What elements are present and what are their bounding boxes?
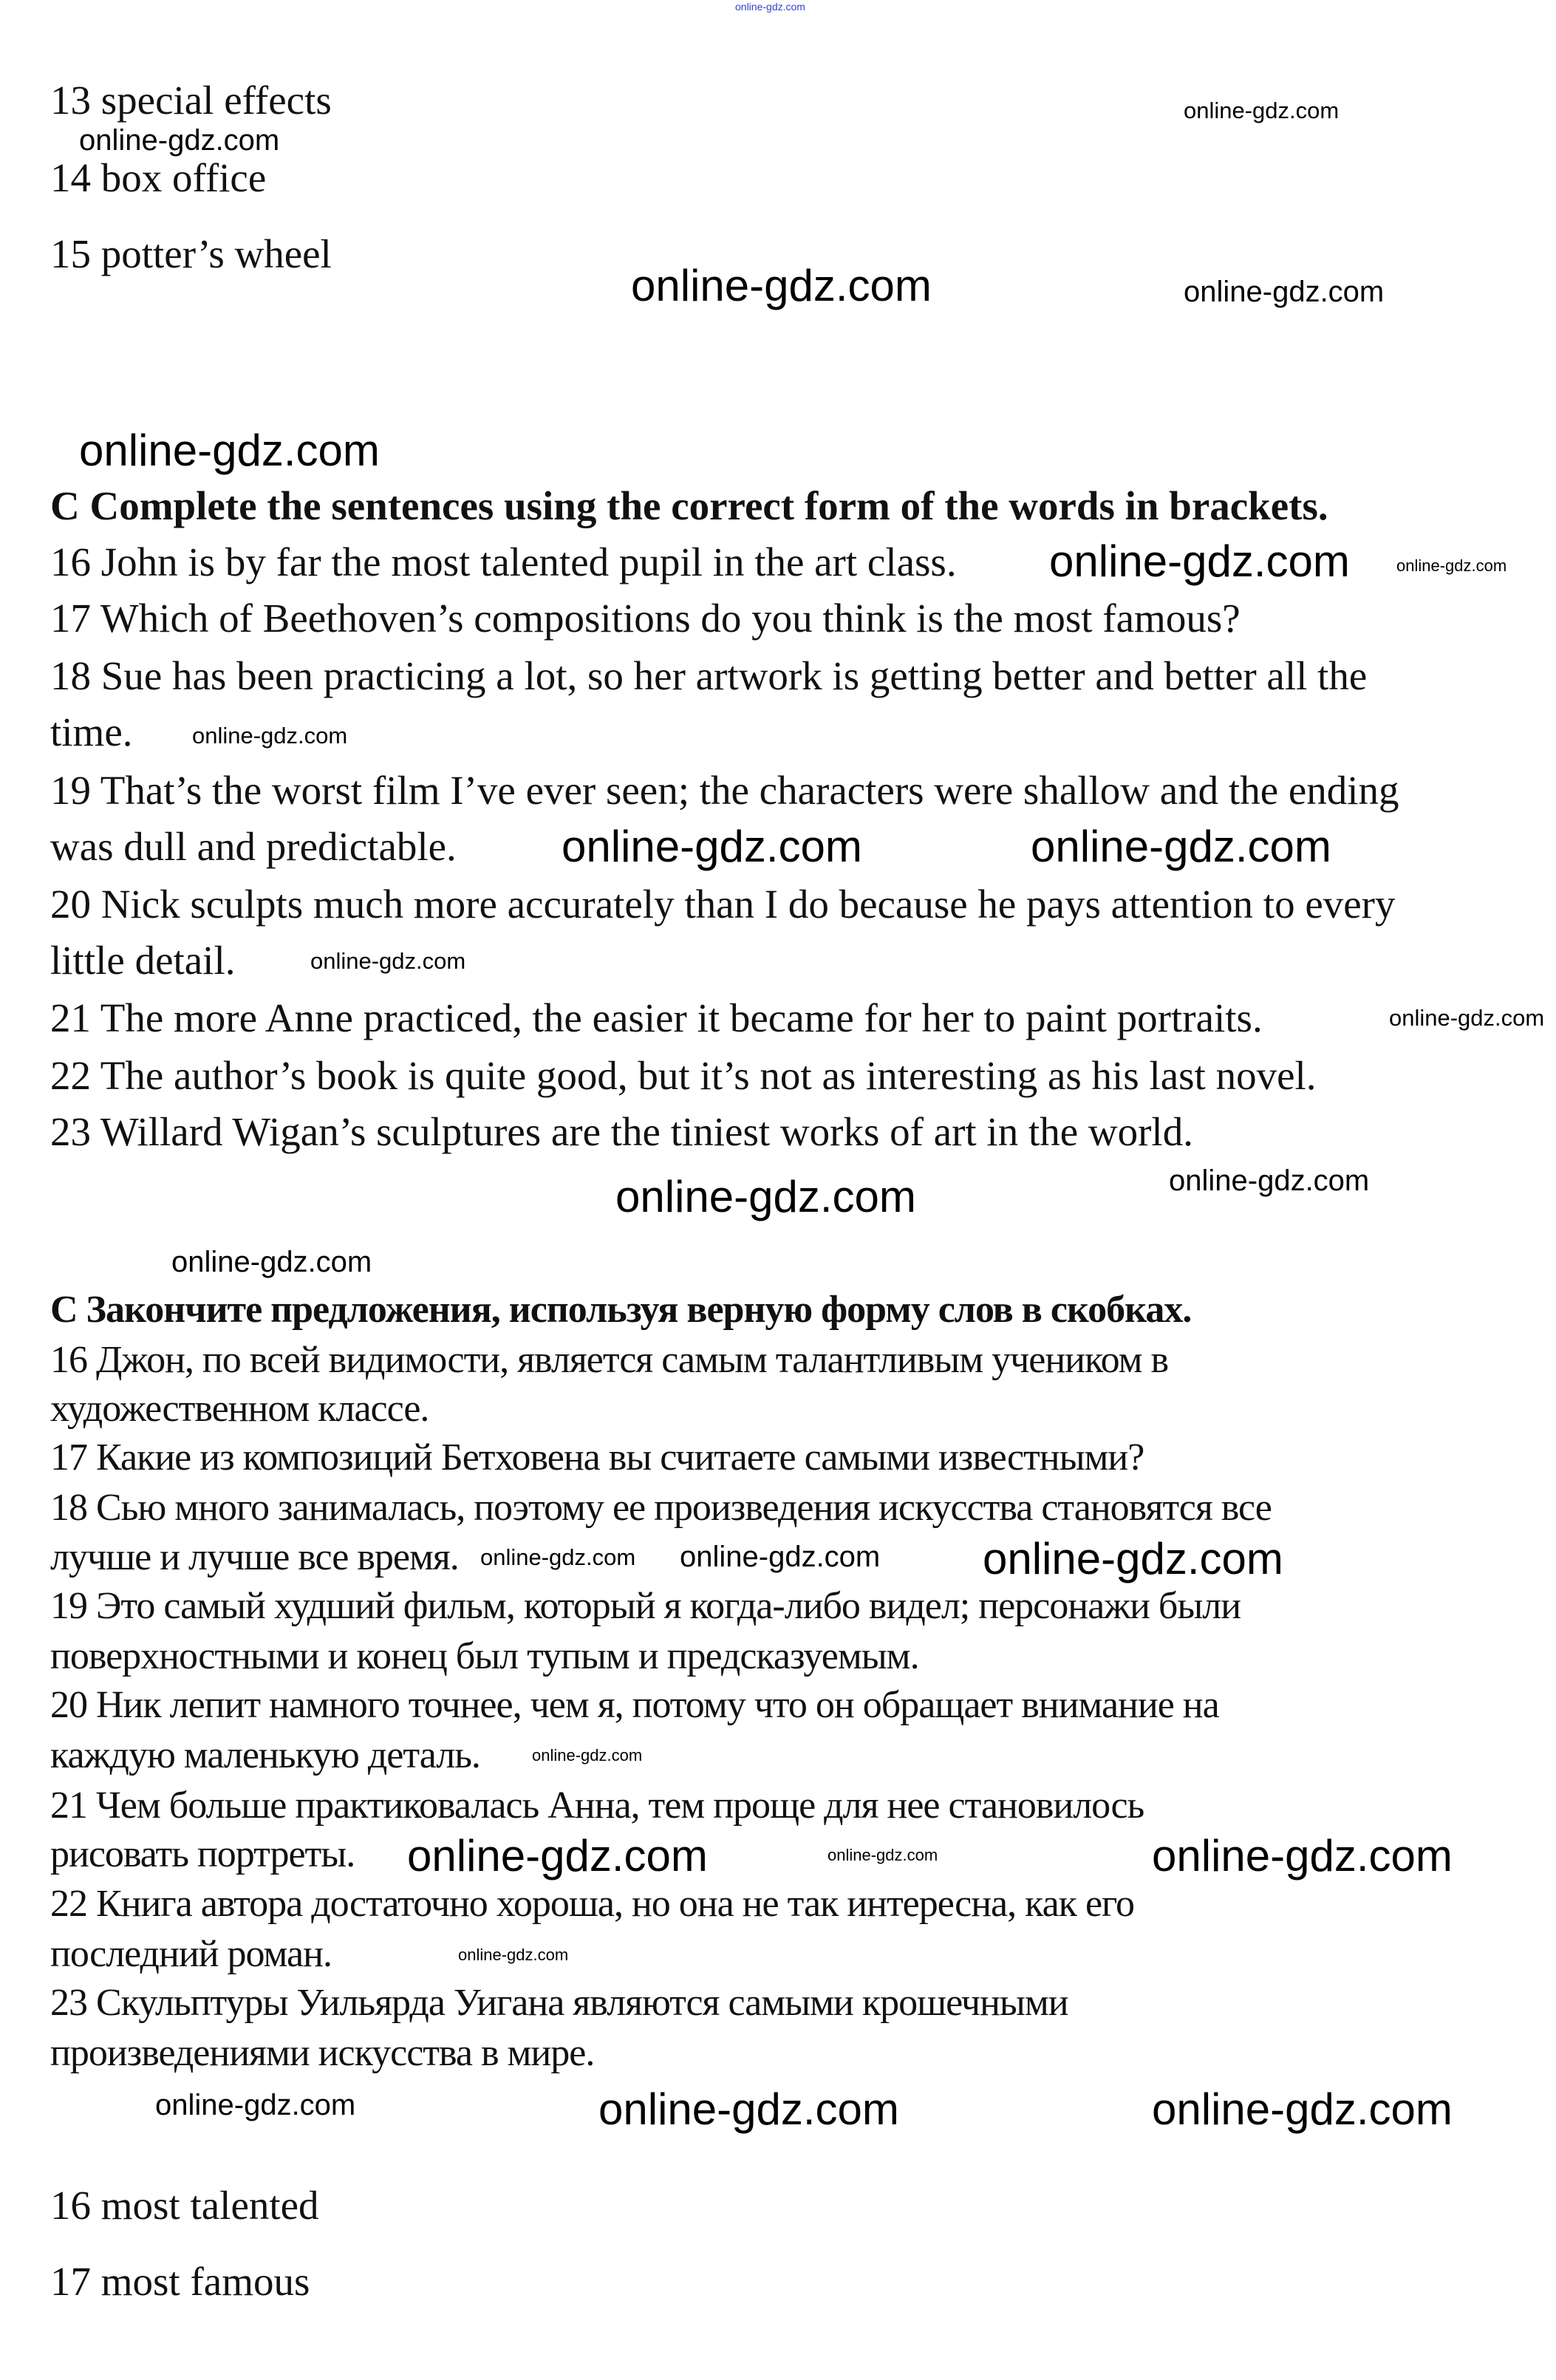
watermark: online-gdz.com xyxy=(458,1946,569,1964)
watermark: online-gdz.com xyxy=(79,426,380,475)
ru-item-16: 16 Джон, по всей видимости, является самым талантливым учеником в xyxy=(50,1339,1169,1381)
watermark: online-gdz.com xyxy=(171,1246,372,1278)
watermark: online-gdz.com xyxy=(155,2089,356,2121)
ru-item-22: 22 Книга автора достаточно хороша, но она не так интересна, как его xyxy=(50,1883,1135,1925)
watermark: online-gdz.com xyxy=(1049,536,1350,586)
ru-item-21: 21 Чем больше практиковалась Анна, тем проще для нее становилось xyxy=(50,1784,1144,1827)
en-item-18-cont: time. xyxy=(50,709,133,754)
ru-item-18: 18 Сью много занималась, поэтому ее произведения искусства становятся все xyxy=(50,1487,1272,1529)
watermark: online-gdz.com xyxy=(562,822,862,871)
ru-item-17: 17 Какие из композиций Бетховена вы считаете самыми известными? xyxy=(50,1436,1144,1479)
top-watermark: online-gdz.com xyxy=(735,1,805,13)
ru-item-20-cont: каждую маленькую деталь. xyxy=(50,1734,480,1776)
ru-item-18-cont: лучше и лучше все время. xyxy=(50,1536,459,1578)
answer-16: 16 most talented xyxy=(50,2183,319,2228)
watermark: online-gdz.com xyxy=(983,1534,1283,1583)
answer-13: 13 special effects xyxy=(50,78,332,123)
watermark: online-gdz.com xyxy=(1169,1165,1370,1197)
en-item-16: 16 John is by far the most talented pupil in the art class. xyxy=(50,539,957,584)
watermark: online-gdz.com xyxy=(631,261,932,310)
watermark: online-gdz.com xyxy=(1184,276,1385,308)
watermark: online-gdz.com xyxy=(480,1544,636,1570)
ru-item-19-cont: поверхностными и конец был тупым и предсказуемым. xyxy=(50,1635,919,1677)
watermark: online-gdz.com xyxy=(1389,1005,1545,1031)
ru-item-19: 19 Это самый худший фильм, который я когда-либо видел; персонажи были xyxy=(50,1585,1241,1627)
section-ru-heading: C Закончите предложения, используя верную форму слов в скобках. xyxy=(50,1289,1192,1331)
watermark: online-gdz.com xyxy=(615,1172,916,1221)
section-en-heading: C Complete the sentences using the correct form of the words in brackets. xyxy=(50,483,1328,528)
watermark: online-gdz.com xyxy=(828,1846,938,1864)
watermark: online-gdz.com xyxy=(192,723,348,749)
watermark: online-gdz.com xyxy=(1184,98,1340,123)
watermark: online-gdz.com xyxy=(1152,2084,1453,2134)
ru-item-16-cont: художественном классе. xyxy=(50,1388,429,1430)
watermark: online-gdz.com xyxy=(310,948,466,974)
watermark: online-gdz.com xyxy=(680,1541,881,1573)
ru-item-20: 20 Ник лепит намного точнее, чем я, потому что он обращает внимание на xyxy=(50,1684,1219,1726)
en-item-18: 18 Sue has been practicing a lot, so her artwork is getting better and better all the xyxy=(50,653,1368,698)
en-item-19-cont: was dull and predictable. xyxy=(50,824,457,869)
en-item-23: 23 Willard Wigan’s sculptures are the tiniest works of art in the world. xyxy=(50,1109,1193,1154)
en-item-19: 19 That’s the worst film I’ve ever seen; the characters were shallow and the ending xyxy=(50,768,1399,813)
en-item-20: 20 Nick sculpts much more accurately than I do because he pays attention to every xyxy=(50,882,1396,927)
en-item-17: 17 Which of Beethoven’s compositions do you think is the most famous? xyxy=(50,596,1241,641)
answer-17: 17 most famous xyxy=(50,2259,310,2304)
ru-item-22-cont: последний роман. xyxy=(50,1933,332,1975)
answer-15: 15 potter’s wheel xyxy=(50,231,332,276)
ru-item-23: 23 Скульптуры Уильярда Уигана являются самыми крошечными xyxy=(50,1982,1068,2024)
ru-item-21-cont: рисовать портреты. xyxy=(50,1833,355,1875)
watermark: online-gdz.com xyxy=(1152,1831,1453,1881)
en-item-22: 22 The author’s book is quite good, but it’s not as interesting as his last novel. xyxy=(50,1053,1317,1098)
watermark: online-gdz.com xyxy=(1031,822,1331,871)
watermark: online-gdz.com xyxy=(79,124,280,157)
en-item-20-cont: little detail. xyxy=(50,938,236,983)
en-item-21: 21 The more Anne practiced, the easier it became for her to paint portraits. xyxy=(50,995,1263,1040)
ru-item-23-cont: произведениями искусства в мире. xyxy=(50,2032,595,2074)
watermark: online-gdz.com xyxy=(532,1746,643,1764)
watermark: online-gdz.com xyxy=(407,1831,708,1881)
watermark: online-gdz.com xyxy=(598,2084,899,2134)
answer-14: 14 box office xyxy=(50,155,267,200)
watermark: online-gdz.com xyxy=(1396,556,1507,575)
